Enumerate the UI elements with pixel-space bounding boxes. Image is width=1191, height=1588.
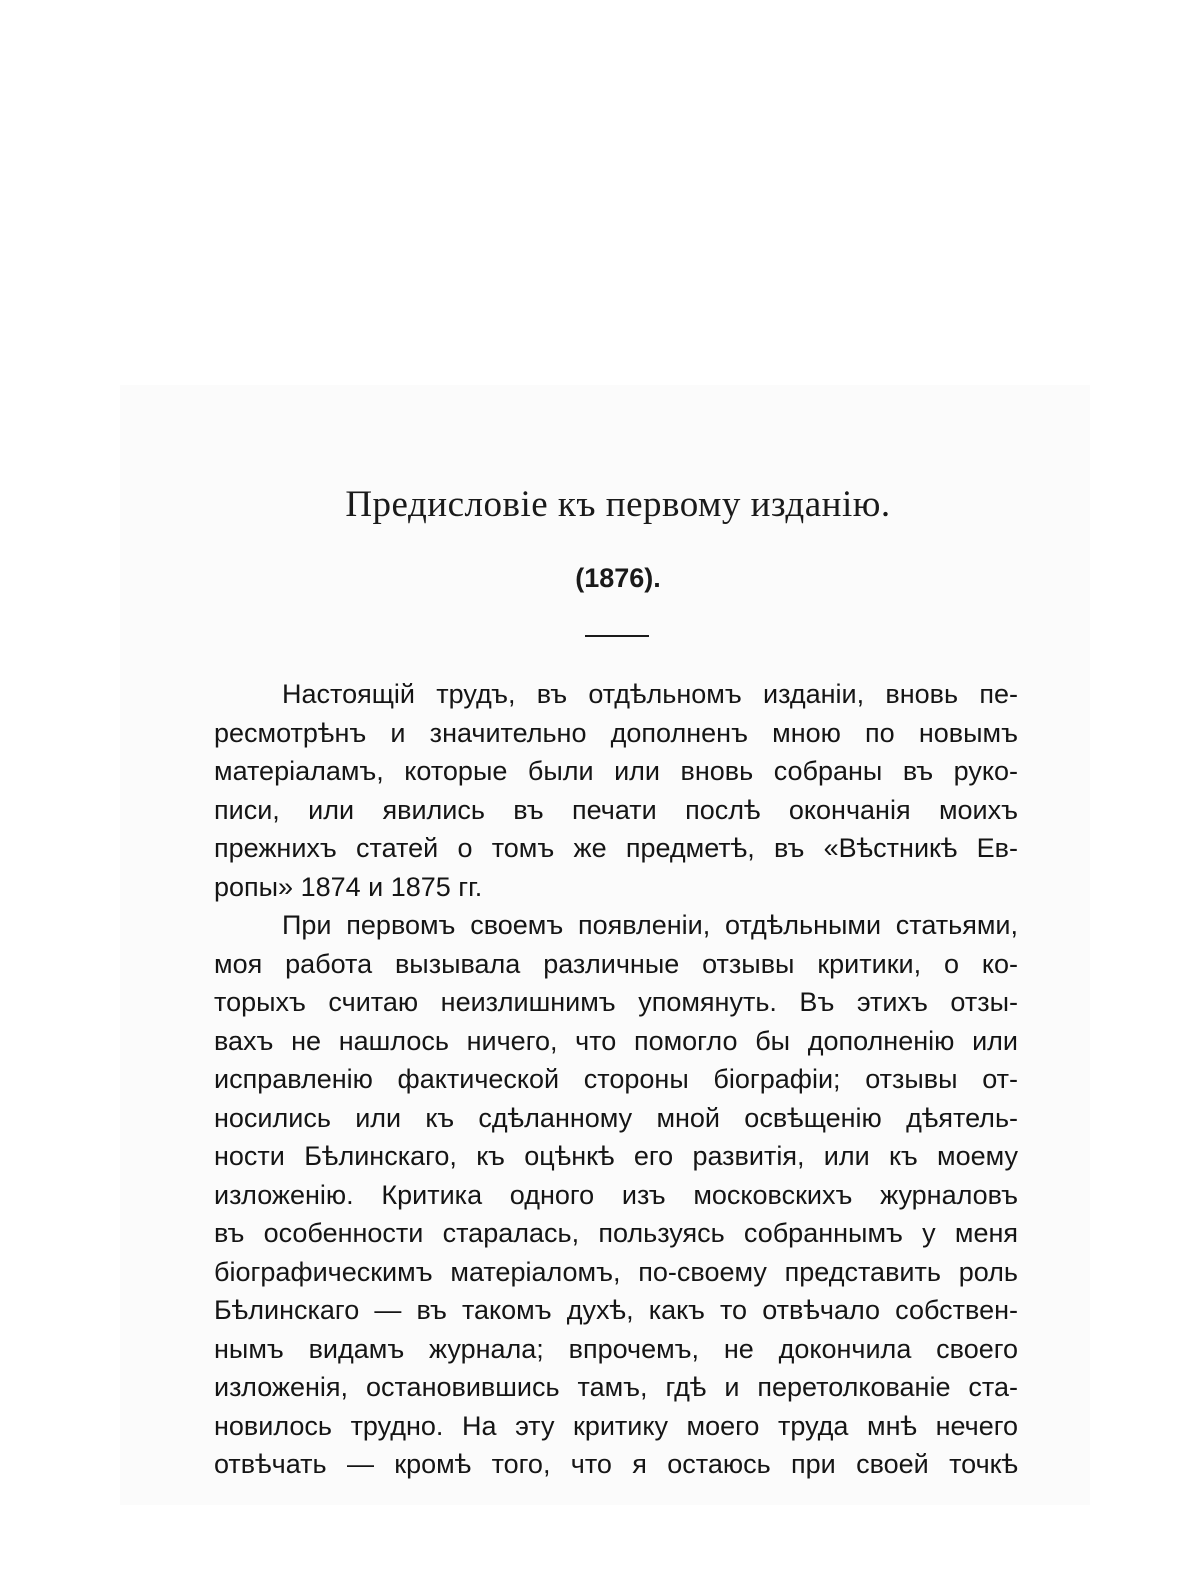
text-line: носились или къ сдѣланному мной освѣщенію дѣятель- [214,1102,1018,1133]
text-line: Настоящій трудъ, въ отдѣльномъ изданіи, вновь пе- [282,679,1018,709]
text-line: изложенія, остановившись тамъ, гдѣ и перетолкованіе ста- [214,1372,1018,1402]
text-line: прежнихъ статей о томъ же предметѣ, въ «Вѣстникѣ Ев- [214,833,1018,863]
text-line: При первомъ своемъ появленіи, отдѣльными статьями, [282,910,1018,940]
page-title: Предисловіе къ первому изданію. [345,484,891,525]
publication-year: (1876). [575,563,661,593]
text-line: отвѣчать — кромѣ того, что я остаюсь при своей точкѣ [214,1449,1018,1479]
text-line: торыхъ считаю неизлишнимъ упомянуть. Въ этихъ отзы- [214,987,1018,1017]
text-line: писи, или явились въ печати послѣ окончанія моихъ [214,794,1018,825]
text-line: исправленію фактической стороны біографіи; отзывы от- [214,1064,1018,1094]
text-line: ропы» 1874 и 1875 гг. [214,871,483,902]
text-line: вахъ не нашлось ничего, что помогло бы дополненію или [214,1025,1018,1056]
text-line: изложенію. Критика одного изъ московскихъ журналовъ [214,1179,1018,1210]
text-line: біографическимъ матеріаломъ, по-своему представить роль [214,1256,1018,1287]
text-line: въ особенности старалась, пользуясь собраннымъ у меня [214,1218,1018,1248]
text-line: ресмотрѣнъ и значительно дополненъ мною по новымъ [214,717,1018,748]
title-divider [585,635,649,637]
text-line: матеріаламъ, которые были или вновь собраны въ руко- [214,756,1018,786]
text-line: новилось трудно. На эту критику моего труда мнѣ нечего [214,1410,1018,1441]
text-line: нымъ видамъ журнала; впрочемъ, не докончила своего [214,1333,1018,1364]
text-line: моя работа вызывала различные отзывы критики, о ко- [214,948,1018,979]
text-line: Бѣлинскаго — въ такомъ духѣ, какъ то отвѣчало собствен- [214,1295,1018,1325]
body-text [214,675,1018,1484]
text-line: ности Бѣлинскаго, къ оцѣнкѣ его развитія, или къ моему [214,1141,1018,1171]
